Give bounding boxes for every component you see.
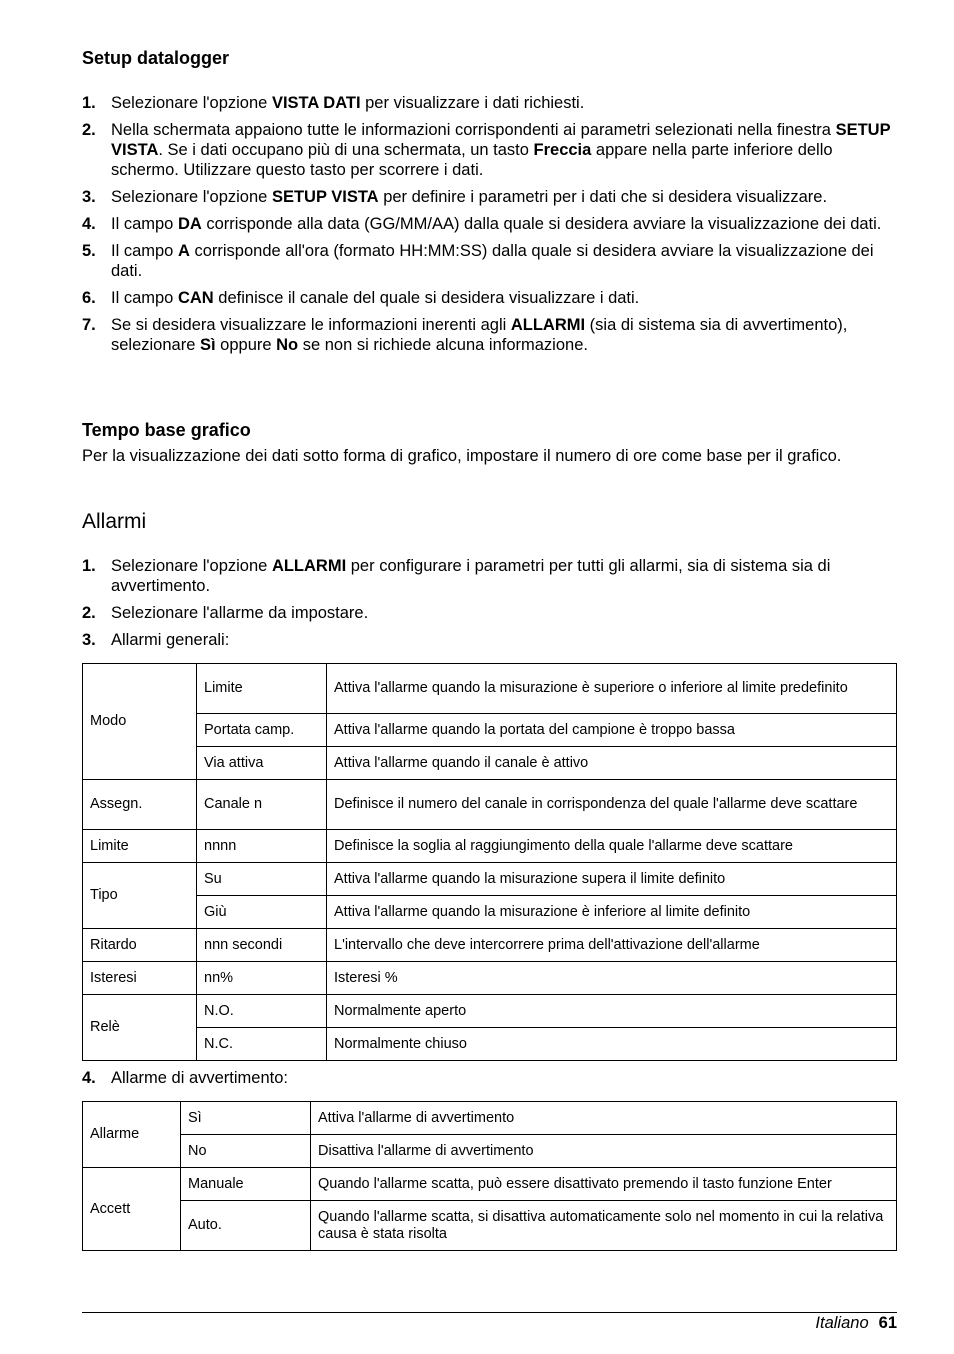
- step-text: Selezionare l'opzione: [111, 557, 272, 575]
- table-option-cell: Sì: [181, 1102, 311, 1135]
- list-item: [82, 315, 897, 355]
- table-option-cell: Auto.: [181, 1201, 311, 1251]
- bold-term: A: [177, 242, 190, 260]
- table-group-cell: Accett: [83, 1168, 181, 1251]
- table-description-cell: Disattiva l'allarme di avvertimento: [311, 1135, 897, 1168]
- table-option-cell: nn%: [197, 962, 327, 995]
- section-heading: Setup datalogger: [82, 48, 230, 68]
- list-item: [82, 630, 897, 650]
- step-text: corrisponde alla data (GG/MM/AA) dalla quale si desidera avviare la visualizzazione dei dati.: [201, 215, 882, 233]
- table-option-cell: No: [181, 1135, 311, 1168]
- table-group-cell: Allarme: [83, 1102, 181, 1168]
- list-item: [82, 120, 897, 180]
- step-number: 4.: [82, 215, 96, 233]
- bold-term: ALLARMI: [510, 316, 586, 334]
- table-description-cell: Attiva l'allarme quando il canale è attivo: [327, 747, 897, 780]
- table-option-cell: N.O.: [197, 995, 327, 1028]
- bold-term: DA: [177, 215, 202, 233]
- warning-alarm-table: [82, 1101, 897, 1251]
- table-group-cell: Modo: [83, 664, 197, 780]
- step-number: 1.: [82, 557, 96, 575]
- table-description-cell: Quando l'allarme scatta, si disattiva automaticamente solo nel momento in cui la relativa causa è stata risolta: [311, 1201, 897, 1251]
- table-option-cell: Via attiva: [197, 747, 327, 780]
- bold-term: CAN: [177, 289, 214, 307]
- table-row: [83, 863, 897, 896]
- table-group-cell: Tipo: [83, 863, 197, 929]
- table-description-cell: Normalmente aperto: [327, 995, 897, 1028]
- bold-term: Sì: [199, 336, 216, 354]
- list-item: [82, 556, 897, 596]
- table-row: [83, 929, 897, 962]
- table-description-cell: Definisce la soglia al raggiungimento della quale l'allarme deve scattare: [327, 830, 897, 863]
- list-item: [82, 603, 897, 623]
- table-option-cell: N.C.: [197, 1028, 327, 1061]
- step-number: 3.: [82, 188, 96, 206]
- bold-term: Freccia: [533, 141, 592, 159]
- table-description-cell: Definisce il numero del canale in corrispondenza del quale l'allarme deve scattare: [327, 780, 897, 830]
- step-text: per visualizzare i dati richiesti.: [360, 94, 585, 112]
- table-option-cell: Su: [197, 863, 327, 896]
- step-text: oppure: [215, 336, 277, 354]
- allarmi-section: [82, 509, 897, 657]
- table-option-cell: Canale n: [197, 780, 327, 830]
- step-number: 7.: [82, 316, 96, 334]
- table-option-cell: Limite: [197, 664, 327, 714]
- allarmi-heading: Allarmi: [82, 510, 147, 533]
- step-text: se non si richiede alcuna informazione.: [298, 336, 588, 354]
- table-option-cell: nnn secondi: [197, 929, 327, 962]
- step-text: Allarme di avvertimento:: [111, 1069, 288, 1087]
- tempo-base-text: Per la visualizzazione dei dati sotto forma di grafico, impostare il numero di ore come base per il grafico.: [82, 447, 842, 465]
- step-number: 1.: [82, 94, 96, 112]
- table-row: [83, 1135, 897, 1168]
- bold-term: SETUP VISTA: [271, 188, 379, 206]
- table-row: [83, 1168, 897, 1201]
- step-text: definisce il canale del quale si desidera visualizzare i dati.: [213, 289, 640, 307]
- table-group-cell: Isteresi: [83, 962, 197, 995]
- step-number: 5.: [82, 242, 96, 260]
- bold-term: ALLARMI: [271, 557, 347, 575]
- table-row: [83, 747, 897, 780]
- section-heading: Tempo base grafico: [82, 420, 251, 440]
- step-text: Nella schermata appaiono tutte le informazioni corrispondenti ai parametri selezionati nella finestra: [111, 121, 836, 139]
- step-number: 4.: [82, 1069, 96, 1087]
- step-text: corrisponde all'ora (formato HH:MM:SS) dalla quale si desidera avviare la visualizzazione dei dati.: [111, 242, 874, 280]
- table-row: [83, 664, 897, 714]
- table-row: [83, 962, 897, 995]
- table-row: [83, 896, 897, 929]
- table-group-cell: Assegn.: [83, 780, 197, 830]
- step-number: 3.: [82, 631, 96, 649]
- table-option-cell: Manuale: [181, 1168, 311, 1201]
- table-row: [83, 1028, 897, 1061]
- bold-term: VISTA DATI: [271, 94, 361, 112]
- step-text: appare nella parte inferiore dello schermo. Utilizzare questo tasto per scorrere i dati.: [111, 141, 833, 179]
- step-text: Il campo: [111, 215, 178, 233]
- page-footer: [815, 1313, 897, 1333]
- footer-rule: [82, 1312, 897, 1313]
- table-description-cell: Quando l'allarme scatta, può essere disattivato premendo il tasto funzione Enter: [311, 1168, 897, 1201]
- list-item: [82, 288, 897, 308]
- step-text: Se si desidera visualizzare le informazioni inerenti agli: [111, 316, 511, 334]
- table-description-cell: Normalmente chiuso: [327, 1028, 897, 1061]
- step-text: Selezionare l'opzione: [111, 188, 272, 206]
- table-row: [83, 1201, 897, 1251]
- table-description-cell: Attiva l'allarme quando la misurazione è inferiore al limite definito: [327, 896, 897, 929]
- table-description-cell: L'intervallo che deve intercorrere prima dell'attivazione dell'allarme: [327, 929, 897, 962]
- page-number: 61: [878, 1314, 897, 1332]
- list-item: [82, 214, 897, 234]
- step-text: per configurare i parametri per tutti gli allarmi, sia di sistema sia di avvertimento.: [111, 557, 831, 595]
- table-option-cell: Portata camp.: [197, 714, 327, 747]
- table-row: [83, 780, 897, 830]
- setup-datalogger-section: [82, 47, 897, 362]
- step-text: Allarmi generali:: [111, 631, 230, 649]
- list-item: [82, 241, 897, 281]
- allarmi-steps-list: [82, 556, 897, 650]
- table-description-cell: Attiva l'allarme di avvertimento: [311, 1102, 897, 1135]
- table-description-cell: Isteresi %: [327, 962, 897, 995]
- step-number: 2.: [82, 121, 96, 139]
- table-group-cell: Ritardo: [83, 929, 197, 962]
- table-description-cell: Attiva l'allarme quando la misurazione è superiore o inferiore al limite predefinito: [327, 664, 897, 714]
- table-row: [83, 1102, 897, 1135]
- table-option-cell: nnnn: [197, 830, 327, 863]
- bold-term: No: [276, 336, 299, 354]
- table-row: [83, 830, 897, 863]
- setup-steps-list: [82, 93, 897, 355]
- step-number: 6.: [82, 289, 96, 307]
- table-group-cell: Limite: [83, 830, 197, 863]
- step-text: Il campo: [111, 242, 178, 260]
- bold-term: SETUP VISTA: [111, 121, 891, 159]
- table-group-cell: Relè: [83, 995, 197, 1061]
- table-row: [83, 714, 897, 747]
- step-text: Selezionare l'allarme da impostare.: [111, 604, 369, 622]
- step-4: [82, 1068, 288, 1088]
- step-text: . Se i dati occupano più di una schermata, un tasto: [158, 141, 534, 159]
- step-text: Selezionare l'opzione: [111, 94, 272, 112]
- table-option-cell: Giù: [197, 896, 327, 929]
- step-text: per definire i parametri per i dati che si desidera visualizzare.: [378, 188, 828, 206]
- table-description-cell: Attiva l'allarme quando la misurazione supera il limite definito: [327, 863, 897, 896]
- footer-language: Italiano: [815, 1314, 869, 1332]
- step-text: (sia di sistema sia di avvertimento), selezionare: [111, 316, 848, 354]
- tempo-base-section: [82, 419, 897, 467]
- step-number: 2.: [82, 604, 96, 622]
- table-row: [83, 995, 897, 1028]
- step-text: Il campo: [111, 289, 178, 307]
- general-alarms-table: [82, 663, 897, 1061]
- table-description-cell: Attiva l'allarme quando la portata del campione è troppo bassa: [327, 714, 897, 747]
- list-item: [82, 187, 897, 207]
- list-item: [82, 93, 897, 113]
